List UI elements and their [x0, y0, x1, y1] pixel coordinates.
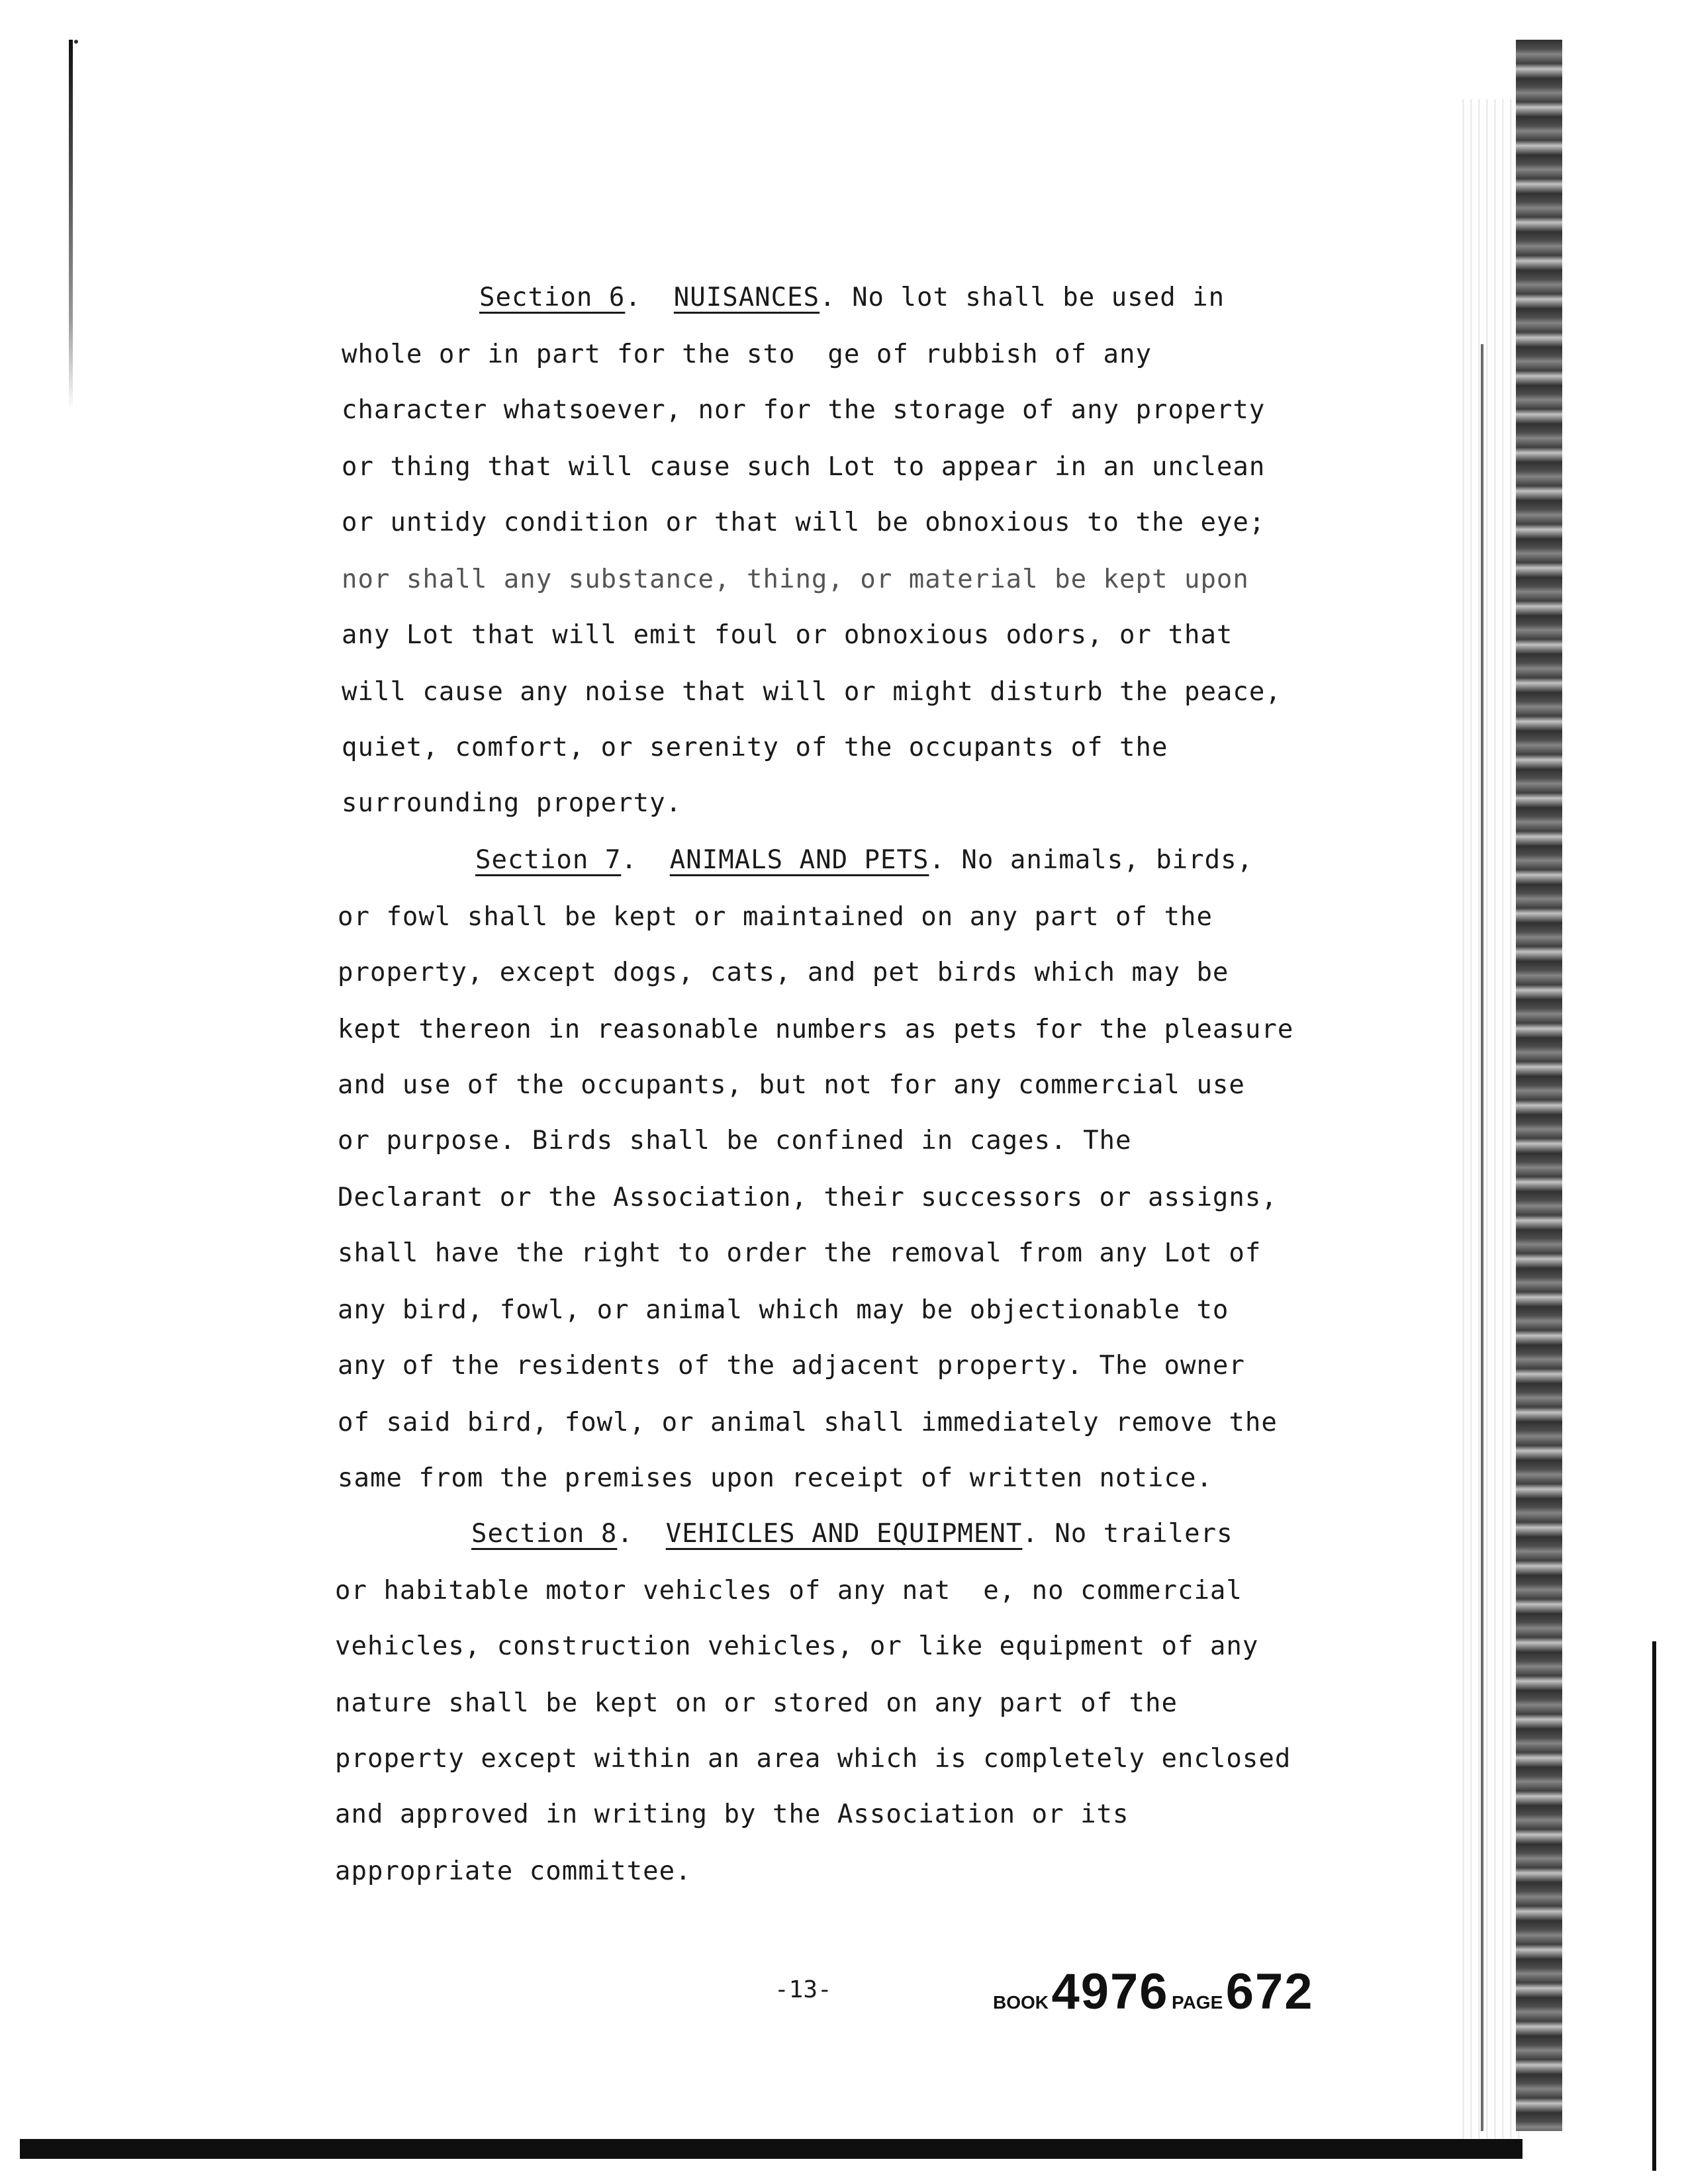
section-8-line: and approved in writing by the Association or its — [335, 1799, 1129, 1829]
section-6-line: or thing that will cause such Lot to appear in an unclean — [342, 452, 1266, 482]
scan-speck — [74, 40, 78, 44]
section-8-line: vehicles, construction vehicles, or like equipment of any — [335, 1631, 1259, 1661]
section-8-line: property except within an area which is completely enclosed — [335, 1744, 1291, 1774]
section-7-line: and use of the occupants, but not for any commercial use — [338, 1070, 1245, 1100]
section-6-first-line: Section 6. NUISANCES. No lot shall be used in — [479, 283, 1225, 312]
section-6-title: NUISANCES — [673, 283, 820, 312]
page-number: -13- — [774, 1976, 832, 2003]
section-6-heading: Section 6 — [479, 283, 626, 312]
section-6-line: whole or in part for the sto ge of rubbish of any — [342, 340, 1152, 369]
section-6-line: . No lot shall be used in — [820, 283, 1225, 312]
section-7-line: same from the premises upon receipt of written notice. — [338, 1463, 1213, 1493]
section-8-line: . No trailers — [1022, 1519, 1233, 1549]
section-7-line: shall have the right to order the removal from any Lot of — [338, 1238, 1262, 1268]
recording-stamp — [993, 1963, 1314, 2021]
stamp-page-number: 672 — [1225, 1964, 1314, 2020]
stamp-page-label: PAGE — [1171, 1992, 1223, 2013]
section-7-line: . No animals, birds, — [929, 845, 1254, 875]
scan-fold-line — [1481, 344, 1483, 2131]
section-8-line: or habitable motor vehicles of any nat e, no commercial — [335, 1576, 1243, 1606]
section-7-line: of said bird, fowl, or animal shall immediately remove the — [338, 1408, 1278, 1437]
section-6-line: character whatsoever, nor for the storage of any property — [342, 395, 1266, 425]
section-7-line: any of the residents of the adjacent property. The owner — [338, 1351, 1245, 1381]
section-6-line: any Lot that will emit foul or obnoxious odors, or that — [342, 620, 1233, 650]
section-7-heading: Section 7 — [475, 845, 622, 875]
stamp-book-number: 4976 — [1051, 1964, 1169, 2020]
scan-noise-right — [1456, 99, 1523, 2151]
section-7-line: or purpose. Birds shall be confined in cages. The — [338, 1126, 1132, 1156]
scan-edge-bottom — [20, 2139, 1523, 2159]
scan-edge-right — [1652, 1641, 1656, 2171]
section-7-line: any bird, fowl, or animal which may be objectionable to — [338, 1295, 1229, 1325]
section-6-line: nor shall any substance, thing, or material be kept upon — [342, 565, 1249, 594]
section-7-line: Declarant or the Association, their successors or assigns, — [338, 1183, 1278, 1212]
section-6-line: or untidy condition or that will be obnoxious to the eye; — [342, 508, 1266, 537]
stamp-book-label: BOOK — [993, 1992, 1049, 2013]
section-8-heading: Section 8 — [471, 1519, 618, 1549]
scan-binding-edge — [1516, 40, 1562, 2131]
section-6-line: quiet, comfort, or serenity of the occupants of the — [342, 733, 1168, 762]
scan-edge-left — [69, 40, 73, 410]
section-7-title: ANIMALS AND PETS — [669, 845, 929, 875]
section-8-title: VEHICLES AND EQUIPMENT — [665, 1519, 1023, 1549]
section-7-line: property, except dogs, cats, and pet birds which may be — [338, 958, 1229, 987]
section-6-line: will cause any noise that will or might disturb the peace, — [342, 677, 1282, 707]
section-8-line: appropriate committee. — [335, 1856, 692, 1886]
section-8-first-line: Section 8. VEHICLES AND EQUIPMENT. No trailers — [471, 1519, 1233, 1549]
section-6-line: surrounding property. — [342, 788, 682, 818]
section-8-line: nature shall be kept on or stored on any part of the — [335, 1688, 1178, 1718]
section-7-first-line: Section 7. ANIMALS AND PETS. No animals, birds, — [475, 845, 1254, 875]
section-7-line: kept thereon in reasonable numbers as pets for the pleasure — [338, 1015, 1294, 1044]
section-7-line: or fowl shall be kept or maintained on any part of the — [338, 902, 1213, 932]
